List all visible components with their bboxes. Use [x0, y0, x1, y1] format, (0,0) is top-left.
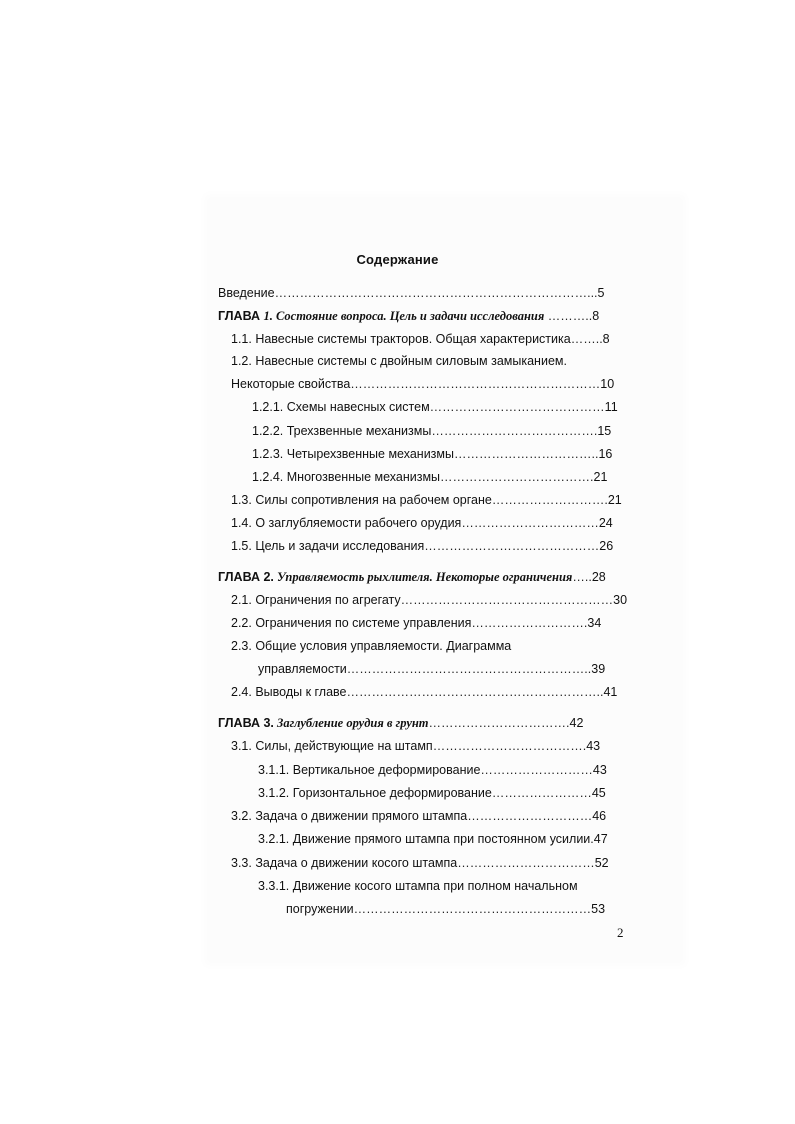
toc-entry: 3.1.1. Вертикальное деформирование………………………43 — [258, 763, 607, 777]
page-number: 2 — [617, 925, 624, 940]
toc-entry: 1.1. Навесные системы тракторов. Общая характеристика……..8 — [231, 332, 610, 346]
toc-entry: Некоторые свойства……………………………………………………10 — [231, 377, 615, 391]
toc-entry: 1.2.3. Четырехзвенные механизмы……………………………..16 — [252, 447, 613, 461]
toc-entry: 3.3.1. Движение косого штампа при полном начальном — [258, 879, 578, 893]
toc-entry: 1.4. О заглубляемости рабочего орудия……………………………24 — [231, 516, 613, 530]
toc-entry: 2.2. Ограничения по системе управления……………………….34 — [231, 616, 602, 630]
toc-chapter-3: ГЛАВА 3. Заглубление орудия в грунт…………………………….42 — [218, 716, 584, 730]
toc-title: Содержание — [356, 252, 439, 267]
toc-entry: 2.1. Ограничения по агрегату……………………………………………30 — [231, 593, 628, 607]
toc-entry: управляемости…………………………………………………..39 — [258, 662, 606, 676]
toc-entry: 1.2.1. Схемы навесных систем……………………………………11 — [252, 400, 618, 414]
toc-entry: 3.1. Силы, действующие на штамп……………………………….43 — [231, 739, 601, 753]
toc-chapter-1: ГЛАВА 1. Состояние вопроса. Цель и задачи исследования ………..8 — [218, 309, 600, 323]
toc-entry: 1.2. Навесные системы с двойным силовым замыканием. — [231, 354, 567, 368]
toc-entry: 1.2.2. Трехзвенные механизмы………………………………….15 — [252, 424, 612, 438]
toc-entry: 1.5. Цель и задачи исследования……………………………………26 — [231, 539, 614, 553]
toc-entry: 1.3. Силы сопротивления на рабочем органе……………………….21 — [231, 493, 622, 507]
toc-entry: 1.2.4. Многозвенные механизмы……………………………….21 — [252, 470, 608, 484]
toc-entry: 3.2.1. Движение прямого штампа при постоянном усилии.47 — [258, 832, 608, 846]
toc-entry: 3.3. Задача о движении косого штампа……………………………52 — [231, 856, 609, 870]
toc-entry: 3.2. Задача о движении прямого штампа…………………………46 — [231, 809, 607, 823]
toc-entry: погружении…………………………………………………53 — [286, 902, 606, 916]
toc-entry: 2.3. Общие условия управляемости. Диаграмма — [231, 639, 512, 653]
toc-entry: 2.4. Выводы к главе……………………………………………………..41 — [231, 685, 618, 699]
toc-entry: 3.1.2. Горизонтальное деформирование……………………45 — [258, 786, 606, 800]
toc-chapter-2: ГЛАВА 2. Управляемость рыхлителя. Некоторые ограничения…..28 — [218, 570, 606, 584]
toc-entry-intro: Введение…………………………………………………………………...5 — [218, 286, 605, 300]
